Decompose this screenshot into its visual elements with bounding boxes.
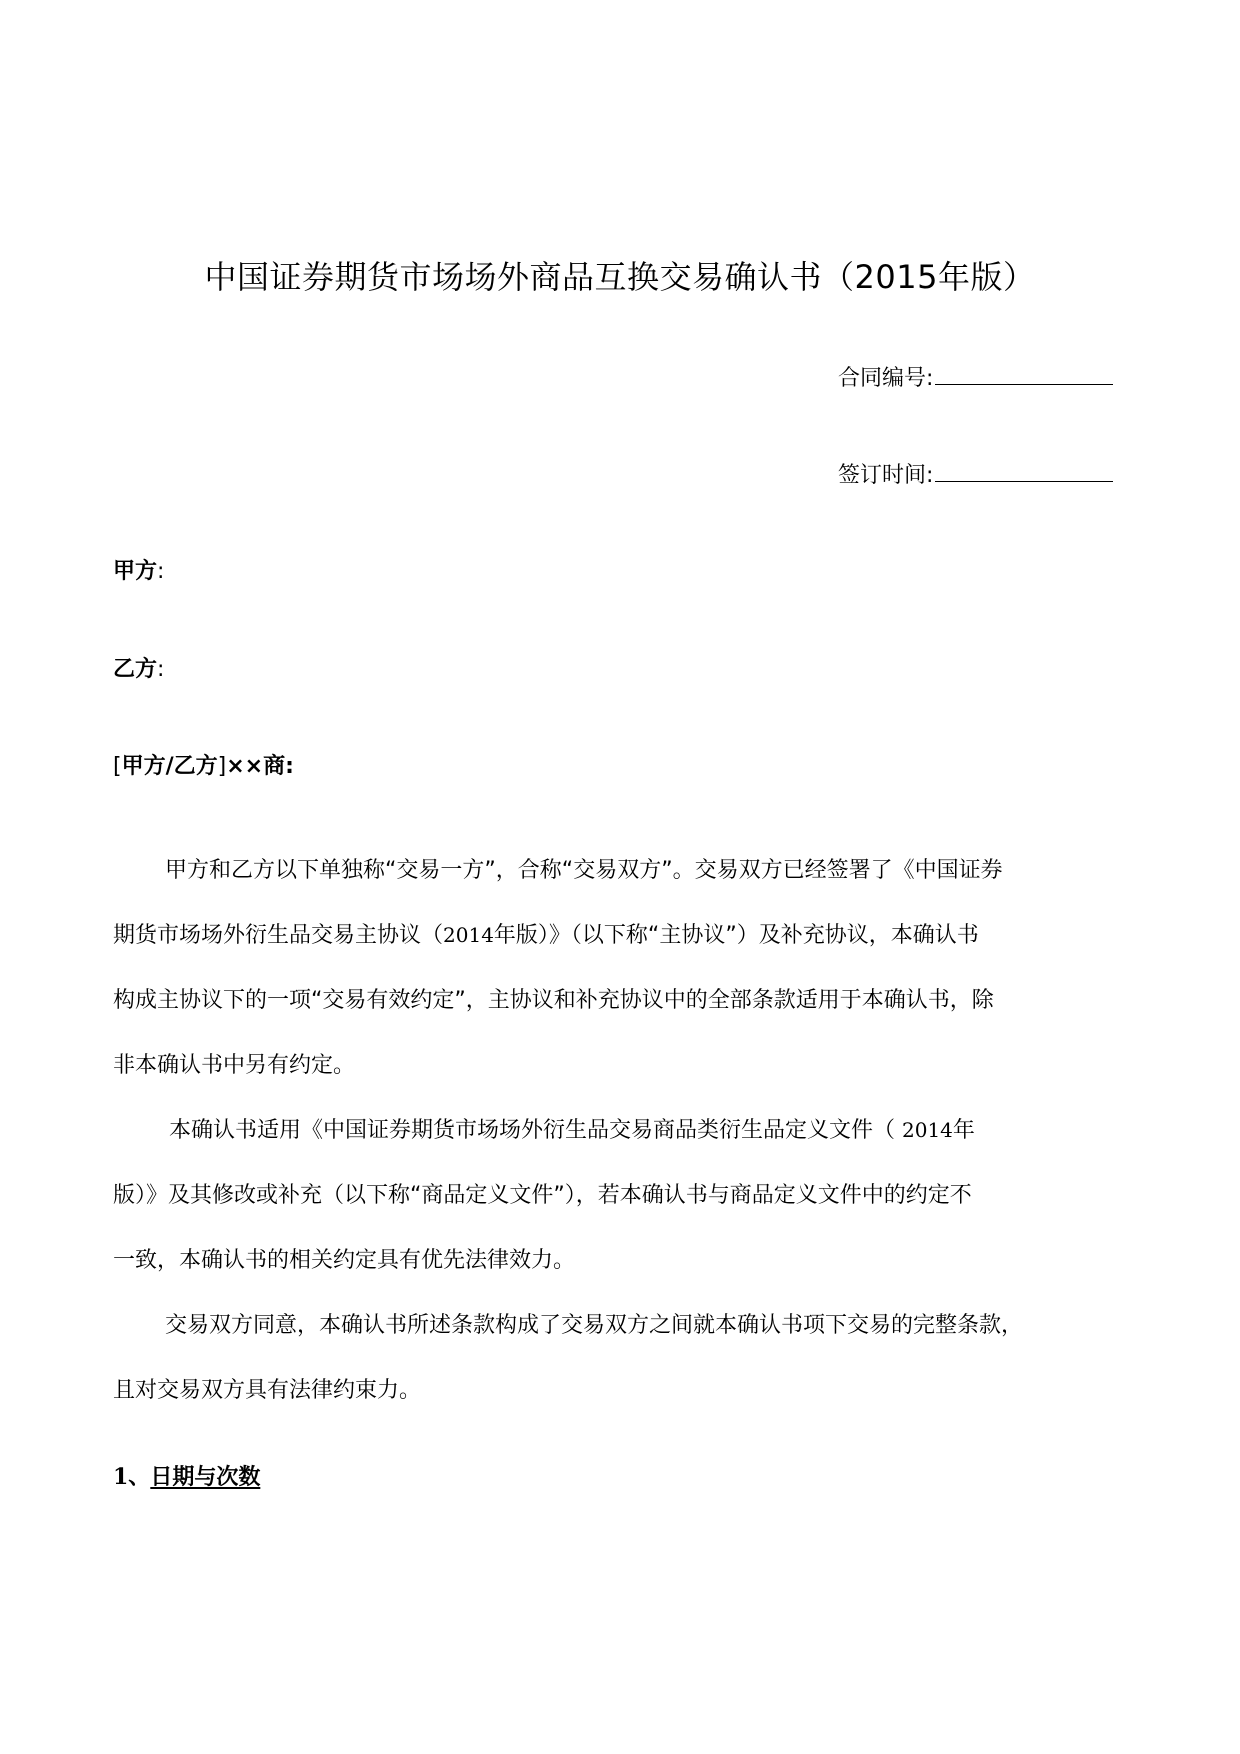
paragraph-3-line-1: 交易双方同意，本确认书所述条款构成了交易双方之间就本确认书项下交易的完整条款， bbox=[165, 1313, 1024, 1338]
paragraph-1-line-2 bbox=[113, 903, 1151, 968]
paragraph-2-line-1-year: 2014 bbox=[902, 1118, 953, 1142]
contract-number-line bbox=[838, 362, 1113, 394]
party-a bbox=[113, 557, 164, 587]
agent-parties: 甲方/乙方 bbox=[121, 754, 218, 779]
section-1-number: 1、 bbox=[113, 1464, 151, 1490]
document-title: 中国证券期货市场场外商品互换交易确认书（2015年版） bbox=[204, 258, 1036, 296]
sign-date-blank bbox=[935, 459, 1113, 482]
sign-date-line bbox=[838, 459, 1113, 491]
paragraph-2-line-1-b: 年 bbox=[952, 1118, 975, 1143]
paragraph-1-line-4: 非本确认书中另有约定。 bbox=[113, 1053, 356, 1078]
paragraph-2-line-1-a: 本确认书适用《中国证券期货市场场外衍生品交易商品类衍生品定义文件（ bbox=[169, 1118, 902, 1143]
section-1-title: 日期与次数 bbox=[150, 1465, 261, 1490]
paragraph-2 bbox=[113, 1098, 1151, 1293]
party-b bbox=[113, 655, 164, 685]
agent-bracket-close: ] bbox=[217, 754, 227, 779]
paragraph-1-line-2-a: 期货市场场外衍生品交易主协议（ bbox=[113, 923, 444, 948]
sign-date-label: 签订时间: bbox=[838, 463, 934, 488]
paragraph-3 bbox=[113, 1293, 1151, 1423]
contract-number-blank bbox=[935, 362, 1113, 385]
party-a-colon: : bbox=[157, 559, 165, 584]
party-b-label: 乙方 bbox=[113, 657, 158, 682]
paragraph-2-line-1 bbox=[113, 1098, 1151, 1163]
paragraph-1-line-3: 构成主协议下的一项“交易有效约定”，主协议和补充协议中的全部条款适用于本确认书，除 bbox=[113, 988, 994, 1013]
paragraph-1-line-2-b: 年版）》（以下称“主协议”）及补充协议，本确认书 bbox=[493, 923, 979, 948]
agent-party bbox=[113, 752, 294, 782]
paragraph-1-line-2-year: 2014 bbox=[443, 923, 494, 947]
contract-number-label: 合同编号: bbox=[838, 366, 934, 391]
paragraph-2-line-3: 一致，本确认书的相关约定具有优先法律效力。 bbox=[113, 1248, 576, 1273]
party-b-colon: : bbox=[157, 657, 165, 682]
section-1-heading bbox=[113, 1462, 260, 1493]
party-a-label: 甲方 bbox=[113, 559, 158, 584]
paragraph-1 bbox=[113, 838, 1151, 1098]
paragraph-1-line-1: 甲方和乙方以下单独称“交易一方”，合称“交易双方”。交易双方已经签署了《中国证券 bbox=[165, 858, 1003, 883]
paragraph-3-line-2: 且对交易双方具有法律约束力。 bbox=[113, 1378, 422, 1403]
paragraph-2-line-2: 版）》及其修改或补充（以下称“商品定义文件”），若本确认书与商品定义文件中的约定不 bbox=[113, 1183, 972, 1208]
agent-bracket-open: [ bbox=[113, 754, 122, 779]
agent-suffix: ××商: bbox=[226, 754, 294, 779]
